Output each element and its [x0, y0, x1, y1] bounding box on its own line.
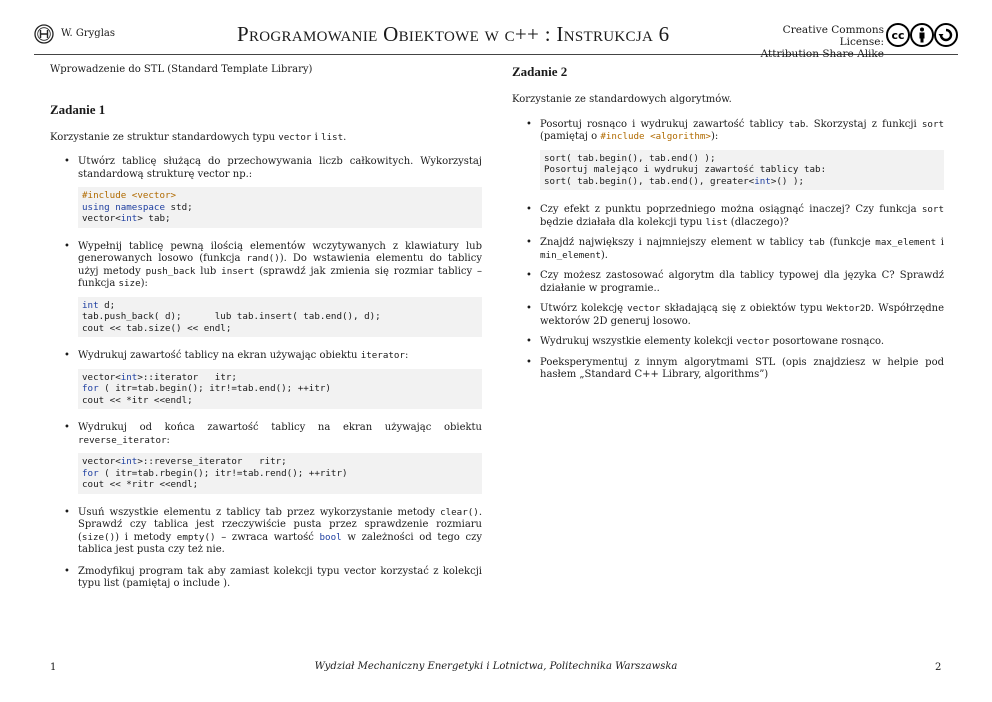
license-line-2: Attribution Share Alike — [760, 48, 884, 60]
zadanie-2-list — [512, 119, 944, 382]
zadanie-1-list — [50, 156, 482, 591]
list-item: • Wydrukuj od końca zawartość tablicy na ekran używając obiektu reverse_iterator: vector<int>::reverse_iterator ritr; for ( itr=tab.rbegin(); itr!=tab.rend(); ++ritr) cout << *ritr <<endl; — [50, 422, 482, 494]
code-block: sort( tab.begin(), tab.end() ); Posortuj malejąco i wydrukuj zawartość tablicy tab: sort( tab.begin(), tab.end(), greater<int>() ); — [540, 150, 944, 191]
zadanie-1-lead: Korzystanie ze struktur standardowych typu vector i list. — [50, 131, 347, 143]
code-block: int d; tab.push_back( d); lub tab.insert( tab.end(), d); cout << tab.size() << endl; — [78, 297, 482, 338]
attribution-icon — [911, 24, 933, 46]
right-column — [512, 64, 944, 382]
list-item: • Utwórz tablicę służącą do przechowywania liczb całkowitych. Wykorzystaj standardową strukturę vector np.: #include <vector> using namespace std; vector<int> tab; — [50, 156, 482, 228]
document-title: Programowanie Obiektowe w c++ : Instrukcja 6 — [237, 22, 670, 46]
list-item: • Wydrukuj wszystkie elementy kolekcji vector posortowane rosnąco. — [526, 336, 885, 347]
list-item: • Czy efekt z punktu poprzedniego można osiągnąć inaczej? Czy funkcja sort będzie działała dla kolekcji typu list (dlaczego)? — [526, 204, 944, 228]
cc-license-icons — [886, 23, 958, 47]
list-item: • Zmodyfikuj program tak aby zamiast kolekcji typu vector korzystać z kolekcji typu list (pamiętaj o include ). — [64, 565, 482, 589]
list-item: • Czy możesz zastosować algorytm dla tablicy typowej dla języka C? Sprawdź działanie w programie.. — [526, 270, 944, 294]
cc-icon — [887, 24, 909, 46]
list-item: • Wypełnij tablicę pewną ilością elementów wczytywanych z klawiatury lub generowanych losowo (funkcja rand()). Do wstawienia elementu do tablicy użyj metody push_back lub insert (sprawdź jak zmienia się rozmiar tablicy – funkcja size): int d; tab.push_back( d); lub tab.insert( tab.end(), d); cout << tab.size() << endl; — [50, 241, 482, 338]
page-number-right: 2 — [935, 662, 942, 673]
university-seal-logo — [34, 24, 54, 44]
code-block: vector<int>::iterator itr; for ( itr=tab.begin(); itr!=tab.end(); ++itr) cout << *itr <<endl; — [78, 369, 482, 410]
list-item: • Znajdź największy i najmniejszy element w tablicy tab (funkcje max_element i min_element). — [526, 237, 944, 261]
author-name: W. Gryglas — [61, 28, 115, 39]
left-column — [50, 64, 482, 591]
share-alike-icon — [935, 24, 957, 46]
list-item: • Usuń wszystkie elementu z tablicy tab przez wykorzystanie metody clear(). Sprawdź czy tablica jest rzeczywiście pusta przez sprawdzenie rozmiaru (size()) i metody empty() – zwraca wartość bool w zależności od tego czy tablica jest pusta czy też nie. — [64, 506, 482, 555]
list-item: • Poeksperymentuj z innym algorytmami STL (opis znajdziesz w helpie pod hasłem „Standard C++ Library, algorithms”) — [526, 356, 944, 380]
page-header — [34, 22, 958, 60]
svg-text:cc: cc — [891, 29, 905, 42]
list-item: • Posortuj rosnąco i wydrukuj zawartość tablicy tab. Skorzystaj z funkcji sort (pamiętaj o #include <algorithm>): sort( tab.begin(), tab.end() ); Posortuj malejąco i wydrukuj zawartość tablicy tab: sort( tab.begin(), tab.end(), greater<int>() ); — [512, 119, 944, 191]
heading-zadanie-1: Zadanie 1 — [50, 101, 106, 117]
code-block: vector<int>::reverse_iterator ritr; for ( itr=tab.rbegin(); itr!=tab.rend(); ++ritr) cout << *ritr <<endl; — [78, 453, 482, 494]
footer-text: Wydział Mechaniczny Energetyki i Lotnictwa, Politechnika Warszawska — [314, 661, 678, 672]
list-item: • Wydrukuj zawartość tablicy na ekran używając obiektu iterator: vector<int>::iterator itr; for ( itr=tab.begin(); itr!=tab.end(); ++itr) cout << *itr <<endl; — [50, 350, 482, 409]
license-line-1: Creative Commons License: — [782, 24, 884, 48]
intro-text: Wprowadzenie do STL (Standard Template Library) — [50, 64, 313, 75]
page-number-left: 1 — [50, 662, 57, 673]
heading-zadanie-2: Zadanie 2 — [512, 64, 568, 79]
license-text — [750, 24, 884, 60]
zadanie-2-lead: Korzystanie ze standardowych algorytmów. — [512, 94, 732, 105]
list-item: • Utwórz kolekcję vector składającą się z obiektów typu Wektor2D. Współrzędne wektorów 2D generuj losowo. — [526, 303, 944, 327]
code-block: #include <vector> using namespace std; vector<int> tab; — [78, 187, 482, 228]
